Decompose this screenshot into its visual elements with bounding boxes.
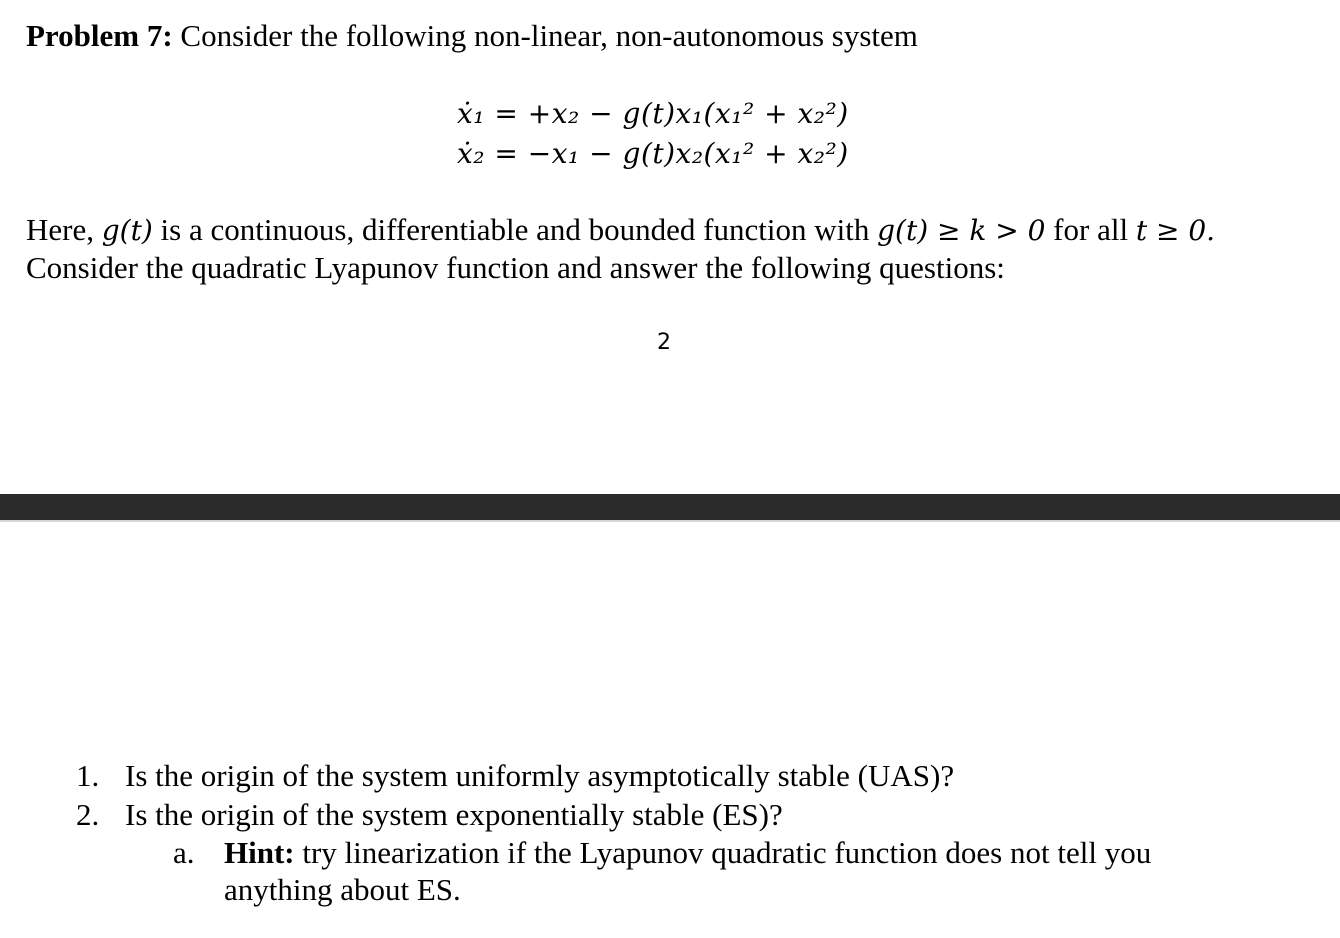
- page-break-bar: [0, 494, 1340, 520]
- hint-line-1: [224, 834, 1151, 872]
- question-1-number: 1.: [76, 758, 100, 793]
- paragraph-line-1: [26, 211, 1215, 250]
- problem-heading: [26, 16, 918, 56]
- hint-line-2: anything about ES.: [224, 872, 461, 907]
- question-1-text: Is the origin of the system uniformly asymptotically stable (UAS)?: [125, 758, 955, 793]
- equation-x1-dot: ẋ₁ = +x₂ − g(t)x₁(x₁² + x₂²): [457, 97, 849, 130]
- math-condition: g(t) ≥ k > 0: [877, 214, 1046, 247]
- hint-letter: a.: [173, 835, 195, 870]
- question-2-number: 2.: [76, 797, 100, 832]
- question-2-text: Is the origin of the system exponentially stable (ES)?: [125, 797, 783, 832]
- page-break-edge: [0, 520, 1340, 522]
- problem-intro: Consider the following non-linear, non-autonomous system: [172, 18, 918, 53]
- paragraph-text: Here,: [26, 212, 102, 247]
- math-g-of-t: g(t): [101, 214, 153, 247]
- paragraph-line-2: Consider the quadratic Lyapunov function and answer the following questions:: [26, 250, 1005, 285]
- math-t-condition: t ≥ 0.: [1135, 214, 1216, 247]
- page-number: 2: [657, 330, 671, 355]
- hint-label: Hint:: [224, 835, 295, 870]
- problem-label: Problem 7:: [26, 18, 173, 53]
- equation-x2-dot: ẋ₂ = −x₁ − g(t)x₂(x₁² + x₂²): [457, 137, 849, 170]
- paragraph-text: for all: [1045, 212, 1136, 247]
- hint-text: try linearization if the Lyapunov quadratic function does not tell you: [294, 835, 1152, 870]
- paragraph-text: is a continuous, differentiable and bounded function with: [152, 212, 878, 247]
